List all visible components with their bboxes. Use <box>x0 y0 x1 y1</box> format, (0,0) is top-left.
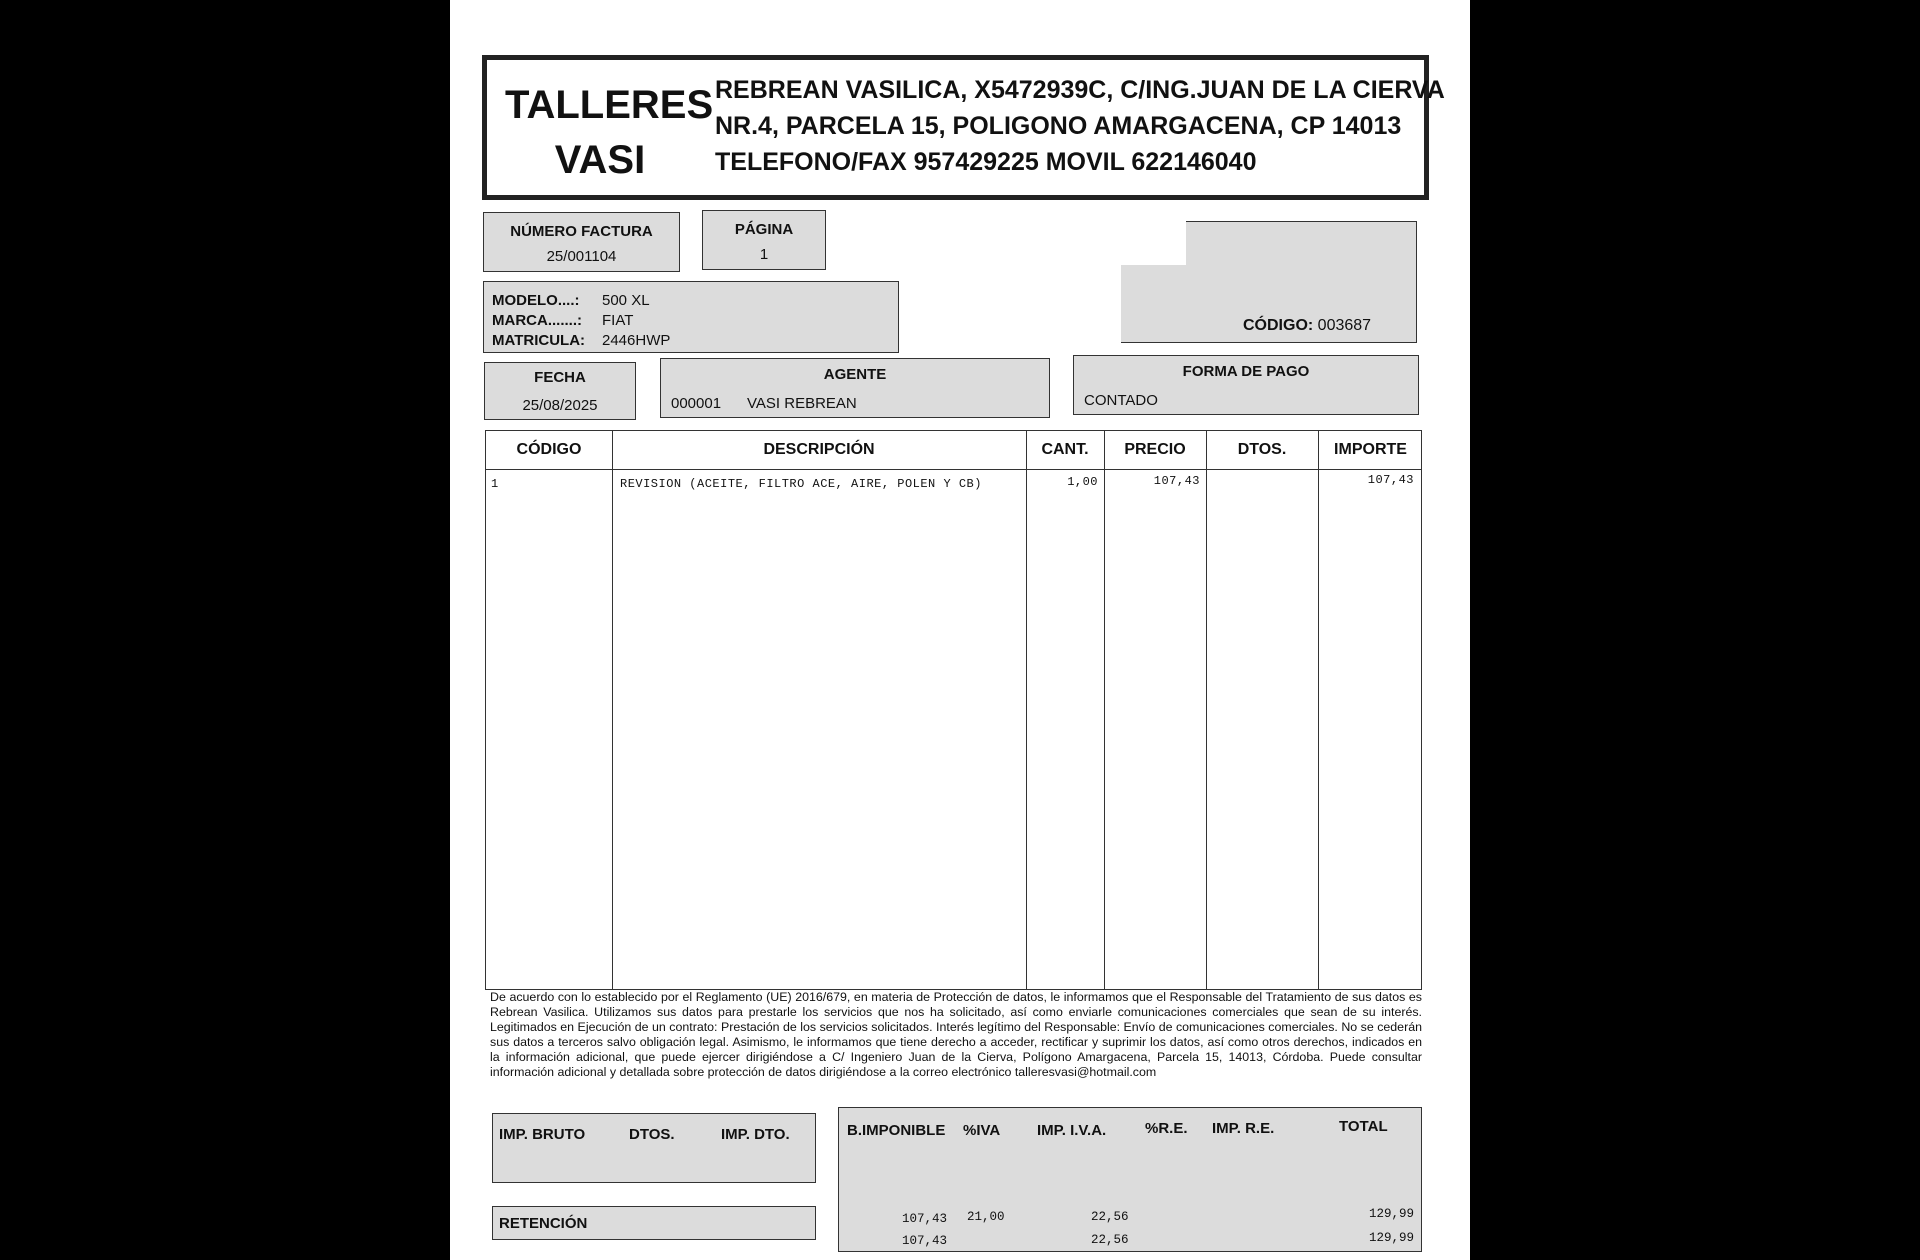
agent-name: VASI REBREAN <box>747 395 857 412</box>
plate-label: MATRICULA: <box>492 332 586 349</box>
page-label: PÁGINA <box>734 221 794 238</box>
plate-value: 2446HWP <box>602 332 671 349</box>
header-price: PRECIO <box>1124 441 1186 458</box>
taxable-base-value-2: 107,43 <box>902 1234 948 1248</box>
total-value: 129,99 <box>1369 1207 1415 1221</box>
header-amount: IMPORTE <box>1334 441 1407 458</box>
header-quantity: CANT. <box>1041 441 1089 458</box>
taxable-base-value: 107,43 <box>902 1212 948 1226</box>
row-price: 107,43 <box>1153 474 1200 488</box>
page-box <box>702 210 826 270</box>
gross-label: IMP. BRUTO <box>499 1126 586 1143</box>
column-divider <box>1026 431 1027 989</box>
row-description: REVISION (ACEITE, FILTRO ACE, AIRE, POLEN Y CB) <box>620 477 982 491</box>
row-code: 1 <box>491 477 499 491</box>
agent-box <box>660 358 1050 418</box>
brand-value: FIAT <box>602 312 634 329</box>
column-divider <box>1206 431 1207 989</box>
invoice-number-box <box>483 212 680 272</box>
brand-line-2: VASI <box>554 138 646 182</box>
company-address <box>715 72 1445 180</box>
retention-box <box>492 1206 816 1240</box>
payment-value: CONTADO <box>1084 392 1158 409</box>
discount-label: DTOS. <box>629 1126 675 1143</box>
total-label: TOTAL <box>1339 1118 1388 1135</box>
column-divider <box>612 431 613 989</box>
taxable-base-label: B.IMPONIBLE <box>847 1122 946 1139</box>
client-box <box>937 221 1417 343</box>
address-line-1: REBREAN VASILICA, X5472939C, C/ING.JUAN DE LA CIERVA <box>715 76 1445 104</box>
discount-amount-label: IMP. DTO. <box>721 1126 790 1143</box>
gross-summary-box <box>492 1113 816 1183</box>
date-label: FECHA <box>534 369 586 386</box>
date-value: 25/08/2025 <box>522 397 598 414</box>
date-box <box>484 362 636 420</box>
company-name <box>505 78 714 188</box>
vat-percent-label: %IVA <box>963 1122 1001 1139</box>
re-percent-label: %R.E. <box>1145 1120 1188 1137</box>
model-label: MODELO....: <box>492 292 580 309</box>
total-value-2: 129,99 <box>1369 1231 1415 1245</box>
redaction-block <box>936 262 1121 344</box>
client-code <box>1243 317 1371 335</box>
address-line-3: TELEFONO/FAX 957429225 MOVIL 622146040 <box>715 148 1257 176</box>
redaction-block <box>936 220 1186 265</box>
agent-code: 000001 <box>671 395 722 412</box>
vehicle-box <box>483 281 899 353</box>
header-discounts: DTOS. <box>1237 441 1287 458</box>
brand-label: MARCA.......: <box>492 312 582 329</box>
row-amount: 107,43 <box>1367 473 1414 487</box>
header-code: CÓDIGO <box>516 441 582 458</box>
totals-box <box>838 1107 1422 1252</box>
vehicle-labels <box>492 291 585 351</box>
brand-line-1: TALLERES <box>505 83 714 127</box>
invoice-number-label: NÚMERO FACTURA <box>510 223 653 240</box>
retention-label: RETENCIÓN <box>499 1215 588 1232</box>
company-header <box>482 55 1445 200</box>
row-quantity: 1,00 <box>1067 475 1098 489</box>
vat-amount-label: IMP. I.V.A. <box>1037 1122 1107 1139</box>
header-description: DESCRIPCIÓN <box>763 441 875 458</box>
items-table <box>485 430 1422 990</box>
vat-percent-value: 21,00 <box>967 1210 1005 1224</box>
client-code-value: 003687 <box>1317 317 1372 334</box>
re-amount-label: IMP. R.E. <box>1212 1120 1275 1137</box>
page-value: 1 <box>759 246 769 263</box>
invoice-number-value: 25/001104 <box>546 248 617 265</box>
vat-amount-value-2: 22,56 <box>1091 1233 1129 1247</box>
agent-label: AGENTE <box>823 366 887 383</box>
client-code-label: CÓDIGO: <box>1243 317 1314 334</box>
vat-amount-value: 22,56 <box>1091 1210 1129 1224</box>
vehicle-values <box>602 291 670 351</box>
column-divider <box>1104 431 1105 989</box>
payment-label: FORMA DE PAGO <box>1182 363 1310 380</box>
data-protection-notice: De acuerdo con lo establecido por el Reglamento (UE) 2016/679, en materia de Protección de datos, le informamos que el Responsable del Tratamiento de sus datos es Rebrean Vasilica. Utilizamos sus datos para prestarle los servicios que nos ha solicitado, así como enviarle comunicaciones comerciales que sean de su interés. Legitimados en Ejecución de un contrato: Prestación de los servicios solicitados. Interés legítimo del Responsable: Envío de comunicaciones comerciales. No se cederán sus datos a terceros salvo obligación legal. Asimismo, le informamos que tiene derecho a acceder, rectificar y suprimir los datos, así como otros derechos, indicados en la información adicional, que puede ejercer dirigiéndose a C/ Ingeniero Juan de la Cierva, Polígono Amargacena, Parcela 15, 14013, Córdoba. Puede consultar información adicional y detallada sobre protección de datos dirigiéndose a la correo electrónico talleresvasi@hotmail.com <box>490 990 1422 1079</box>
invoice-page <box>450 0 1470 1260</box>
model-value: 500 XL <box>602 292 650 309</box>
payment-box <box>1073 355 1419 415</box>
address-line-2: NR.4, PARCELA 15, POLIGONO AMARGACENA, CP 14013 <box>715 112 1402 140</box>
column-divider <box>1318 431 1319 989</box>
